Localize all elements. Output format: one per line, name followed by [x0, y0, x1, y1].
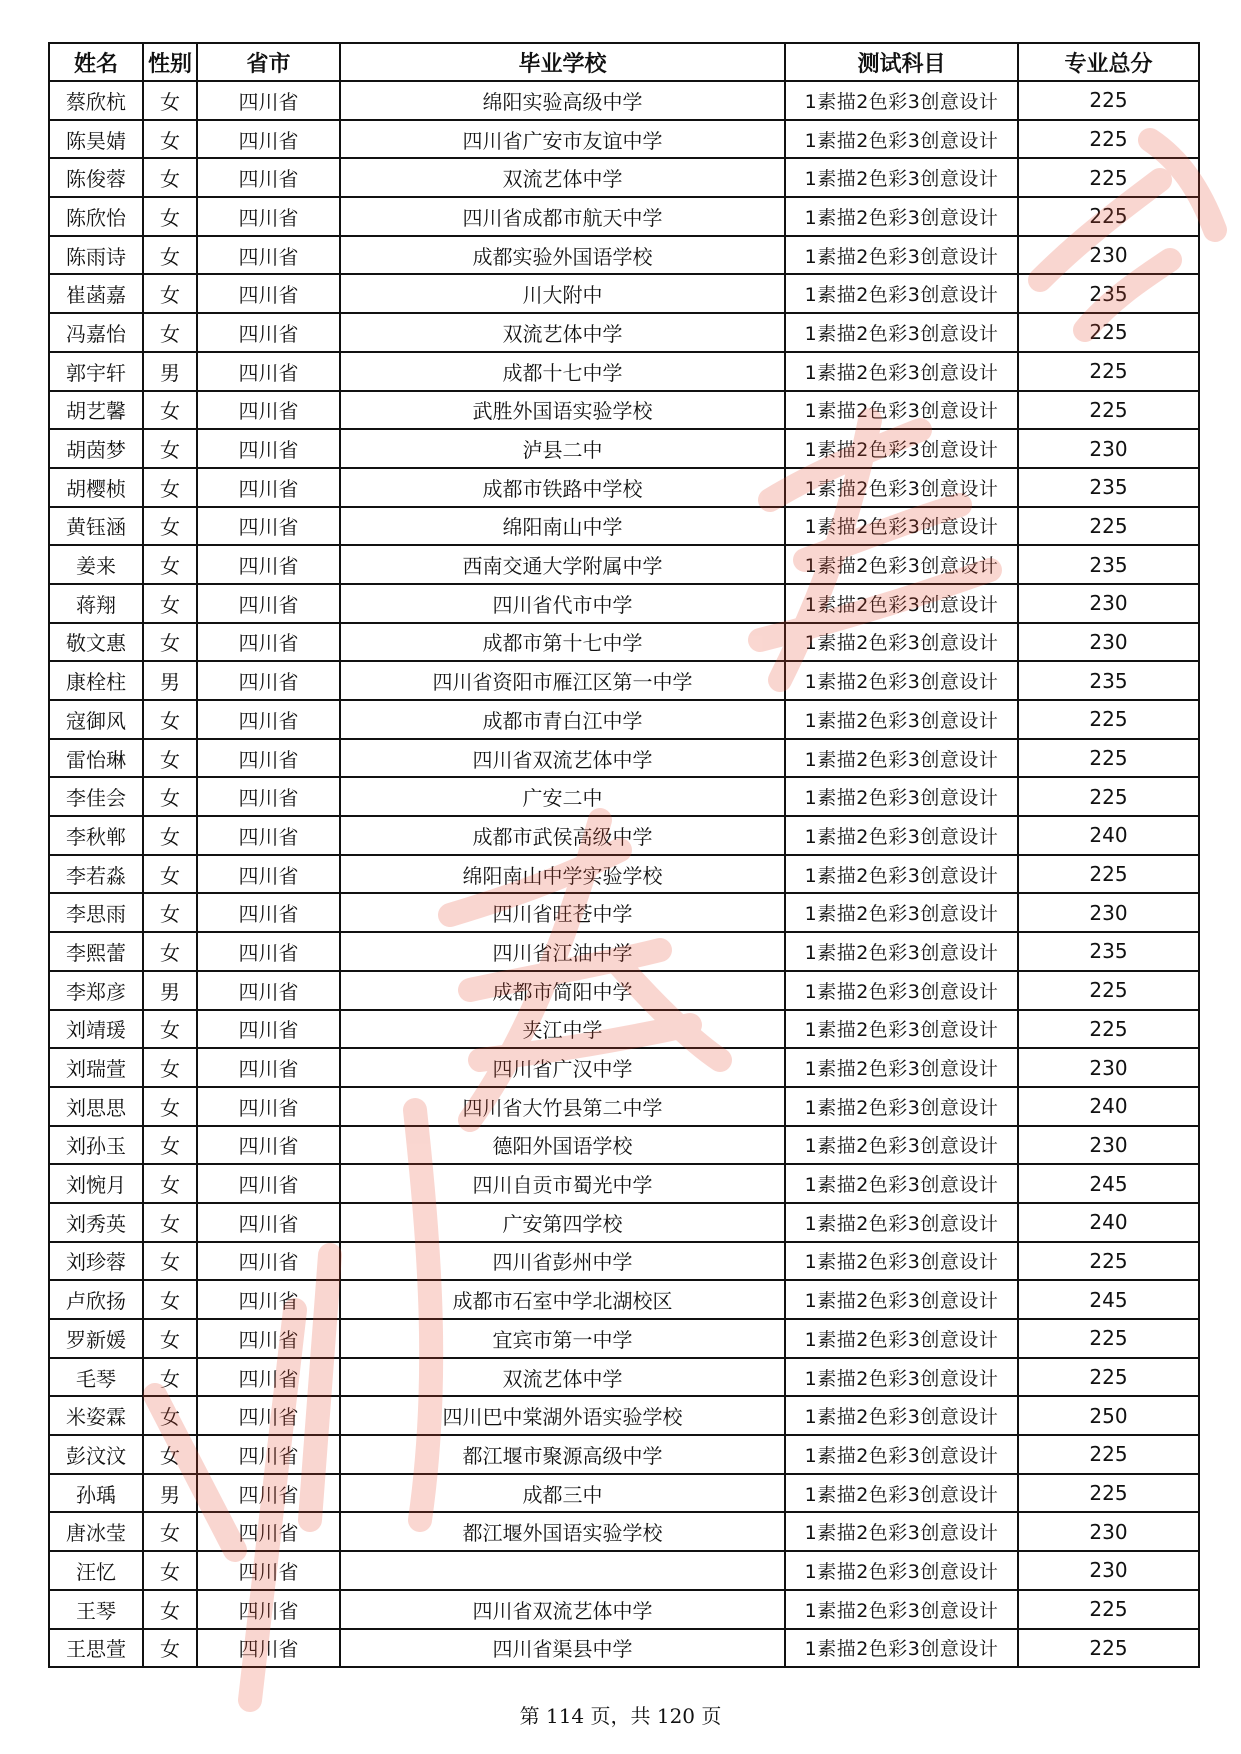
gender-cell: 女 [143, 429, 197, 468]
gender-cell: 女 [143, 1551, 197, 1590]
header-province: 省市 [197, 43, 340, 81]
name-cell: 陈昊婧 [49, 120, 143, 159]
gender-cell: 男 [143, 661, 197, 700]
gender-cell: 女 [143, 623, 197, 662]
table-row [49, 1551, 1199, 1590]
school-cell: 双流艺体中学 [340, 313, 785, 352]
table-row [49, 1087, 1199, 1126]
score-cell: 250 [1018, 1396, 1199, 1435]
gender-cell: 女 [143, 584, 197, 623]
admission-table [48, 42, 1200, 1668]
school-cell: 四川省成都市航天中学 [340, 197, 785, 236]
school-cell: 四川省双流艺体中学 [340, 739, 785, 778]
name-cell: 陈雨诗 [49, 236, 143, 275]
gender-cell: 女 [143, 1590, 197, 1629]
table-row [49, 1280, 1199, 1319]
gender-cell: 女 [143, 313, 197, 352]
subjects-cell: 1素描2色彩3创意设计 [785, 816, 1018, 855]
school-cell [340, 1551, 785, 1590]
score-cell: 225 [1018, 739, 1199, 778]
table-row [49, 893, 1199, 932]
subjects-cell: 1素描2色彩3创意设计 [785, 1126, 1018, 1165]
name-cell: 姜来 [49, 545, 143, 584]
name-cell: 汪忆 [49, 1551, 143, 1590]
province-cell: 四川省 [197, 1435, 340, 1474]
name-cell: 王琴 [49, 1590, 143, 1629]
province-cell: 四川省 [197, 623, 340, 662]
name-cell: 刘瑞萱 [49, 1048, 143, 1087]
score-cell: 225 [1018, 313, 1199, 352]
score-cell: 225 [1018, 352, 1199, 391]
subjects-cell: 1素描2色彩3创意设计 [785, 197, 1018, 236]
school-cell: 成都市第十七中学 [340, 623, 785, 662]
subjects-cell: 1素描2色彩3创意设计 [785, 739, 1018, 778]
gender-cell: 女 [143, 545, 197, 584]
subjects-cell: 1素描2色彩3创意设计 [785, 391, 1018, 430]
school-cell: 四川省大竹县第二中学 [340, 1087, 785, 1126]
score-cell: 240 [1018, 1203, 1199, 1242]
subjects-cell: 1素描2色彩3创意设计 [785, 274, 1018, 313]
gender-cell: 女 [143, 1358, 197, 1397]
school-cell: 绵阳实验高级中学 [340, 81, 785, 120]
gender-cell: 女 [143, 777, 197, 816]
gender-cell: 男 [143, 352, 197, 391]
subjects-cell: 1素描2色彩3创意设计 [785, 1048, 1018, 1087]
table-row [49, 197, 1199, 236]
gender-cell: 女 [143, 700, 197, 739]
table-row [49, 1126, 1199, 1165]
score-cell: 235 [1018, 468, 1199, 507]
province-cell: 四川省 [197, 468, 340, 507]
school-cell: 宜宾市第一中学 [340, 1319, 785, 1358]
subjects-cell: 1素描2色彩3创意设计 [785, 700, 1018, 739]
school-cell: 四川省旺苍中学 [340, 893, 785, 932]
table-row [49, 1010, 1199, 1049]
name-cell: 李熙蕾 [49, 932, 143, 971]
province-cell: 四川省 [197, 1551, 340, 1590]
gender-cell: 女 [143, 1512, 197, 1551]
gender-cell: 女 [143, 1203, 197, 1242]
name-cell: 康栓柱 [49, 661, 143, 700]
name-cell: 敬文惠 [49, 623, 143, 662]
gender-cell: 女 [143, 81, 197, 120]
score-cell: 230 [1018, 236, 1199, 275]
school-cell: 绵阳南山中学实验学校 [340, 855, 785, 894]
table-row [49, 816, 1199, 855]
province-cell: 四川省 [197, 545, 340, 584]
school-cell: 广安二中 [340, 777, 785, 816]
score-cell: 230 [1018, 584, 1199, 623]
table-row [49, 584, 1199, 623]
gender-cell: 女 [143, 158, 197, 197]
province-cell: 四川省 [197, 1048, 340, 1087]
province-cell: 四川省 [197, 855, 340, 894]
name-cell: 刘珍蓉 [49, 1242, 143, 1281]
table-row [49, 545, 1199, 584]
province-cell: 四川省 [197, 1629, 340, 1668]
province-cell: 四川省 [197, 1319, 340, 1358]
name-cell: 冯嘉怡 [49, 313, 143, 352]
subjects-cell: 1素描2色彩3创意设计 [785, 932, 1018, 971]
province-cell: 四川省 [197, 81, 340, 120]
score-cell: 225 [1018, 700, 1199, 739]
gender-cell: 女 [143, 1435, 197, 1474]
name-cell: 黄钰涵 [49, 507, 143, 546]
province-cell: 四川省 [197, 1358, 340, 1397]
score-cell: 235 [1018, 661, 1199, 700]
subjects-cell: 1素描2色彩3创意设计 [785, 1551, 1018, 1590]
name-cell: 米姿霖 [49, 1396, 143, 1435]
school-cell: 广安第四学校 [340, 1203, 785, 1242]
gender-cell: 女 [143, 1010, 197, 1049]
gender-cell: 女 [143, 507, 197, 546]
subjects-cell: 1素描2色彩3创意设计 [785, 507, 1018, 546]
province-cell: 四川省 [197, 274, 340, 313]
subjects-cell: 1素描2色彩3创意设计 [785, 971, 1018, 1010]
province-cell: 四川省 [197, 1203, 340, 1242]
province-cell: 四川省 [197, 1126, 340, 1165]
name-cell: 罗新媛 [49, 1319, 143, 1358]
score-cell: 230 [1018, 1512, 1199, 1551]
table-body [49, 81, 1199, 1667]
school-cell: 双流艺体中学 [340, 158, 785, 197]
table-row [49, 623, 1199, 662]
header-name: 姓名 [49, 43, 143, 81]
subjects-cell: 1素描2色彩3创意设计 [785, 81, 1018, 120]
subjects-cell: 1素描2色彩3创意设计 [785, 352, 1018, 391]
table-header [49, 43, 1199, 81]
name-cell: 彭汶汶 [49, 1435, 143, 1474]
name-cell: 胡樱桢 [49, 468, 143, 507]
subjects-cell: 1素描2色彩3创意设计 [785, 1280, 1018, 1319]
table-row [49, 1629, 1199, 1668]
province-cell: 四川省 [197, 1280, 340, 1319]
score-cell: 230 [1018, 429, 1199, 468]
name-cell: 李秋郸 [49, 816, 143, 855]
subjects-cell: 1素描2色彩3创意设计 [785, 236, 1018, 275]
table-row [49, 971, 1199, 1010]
name-cell: 陈俊蓉 [49, 158, 143, 197]
table-row [49, 313, 1199, 352]
table-row [49, 1319, 1199, 1358]
gender-cell: 女 [143, 120, 197, 159]
score-cell: 230 [1018, 623, 1199, 662]
subjects-cell: 1素描2色彩3创意设计 [785, 1474, 1018, 1513]
province-cell: 四川省 [197, 777, 340, 816]
name-cell: 蒋翔 [49, 584, 143, 623]
school-cell: 四川省江油中学 [340, 932, 785, 971]
gender-cell: 女 [143, 274, 197, 313]
gender-cell: 女 [143, 1280, 197, 1319]
table-row [49, 507, 1199, 546]
score-cell: 225 [1018, 391, 1199, 430]
gender-cell: 女 [143, 855, 197, 894]
score-cell: 230 [1018, 1126, 1199, 1165]
school-cell: 泸县二中 [340, 429, 785, 468]
table-row [49, 81, 1199, 120]
gender-cell: 女 [143, 391, 197, 430]
school-cell: 四川省广汉中学 [340, 1048, 785, 1087]
table-row [49, 777, 1199, 816]
score-cell: 225 [1018, 1590, 1199, 1629]
subjects-cell: 1素描2色彩3创意设计 [785, 1396, 1018, 1435]
gender-cell: 男 [143, 971, 197, 1010]
gender-cell: 女 [143, 1087, 197, 1126]
province-cell: 四川省 [197, 1474, 340, 1513]
province-cell: 四川省 [197, 507, 340, 546]
province-cell: 四川省 [197, 893, 340, 932]
province-cell: 四川省 [197, 584, 340, 623]
school-cell: 四川省资阳市雁江区第一中学 [340, 661, 785, 700]
gender-cell: 女 [143, 1319, 197, 1358]
table-row [49, 158, 1199, 197]
subjects-cell: 1素描2色彩3创意设计 [785, 1319, 1018, 1358]
name-cell: 胡艺馨 [49, 391, 143, 430]
gender-cell: 女 [143, 1164, 197, 1203]
gender-cell: 女 [143, 236, 197, 275]
score-cell: 225 [1018, 1319, 1199, 1358]
name-cell: 李郑彦 [49, 971, 143, 1010]
score-cell: 225 [1018, 1242, 1199, 1281]
school-cell: 西南交通大学附属中学 [340, 545, 785, 584]
name-cell: 刘惋月 [49, 1164, 143, 1203]
school-cell: 德阳外国语学校 [340, 1126, 785, 1165]
score-cell: 225 [1018, 855, 1199, 894]
school-cell: 夹江中学 [340, 1010, 785, 1049]
province-cell: 四川省 [197, 352, 340, 391]
table-row [49, 1590, 1199, 1629]
table-row [49, 855, 1199, 894]
province-cell: 四川省 [197, 816, 340, 855]
score-cell: 225 [1018, 1010, 1199, 1049]
table-row [49, 1242, 1199, 1281]
school-cell: 四川省广安市友谊中学 [340, 120, 785, 159]
province-cell: 四川省 [197, 700, 340, 739]
name-cell: 刘靖瑗 [49, 1010, 143, 1049]
score-cell: 225 [1018, 81, 1199, 120]
subjects-cell: 1素描2色彩3创意设计 [785, 1164, 1018, 1203]
school-cell: 川大附中 [340, 274, 785, 313]
name-cell: 刘思思 [49, 1087, 143, 1126]
school-cell: 都江堰外国语实验学校 [340, 1512, 785, 1551]
table-row [49, 468, 1199, 507]
subjects-cell: 1素描2色彩3创意设计 [785, 313, 1018, 352]
name-cell: 陈欣怡 [49, 197, 143, 236]
school-cell: 四川省渠县中学 [340, 1629, 785, 1668]
table-row [49, 1164, 1199, 1203]
score-cell: 235 [1018, 545, 1199, 584]
school-cell: 双流艺体中学 [340, 1358, 785, 1397]
school-cell: 都江堰市聚源高级中学 [340, 1435, 785, 1474]
table-row [49, 236, 1199, 275]
province-cell: 四川省 [197, 661, 340, 700]
subjects-cell: 1素描2色彩3创意设计 [785, 1435, 1018, 1474]
score-cell: 230 [1018, 893, 1199, 932]
gender-cell: 女 [143, 197, 197, 236]
school-cell: 成都三中 [340, 1474, 785, 1513]
province-cell: 四川省 [197, 971, 340, 1010]
score-cell: 225 [1018, 507, 1199, 546]
subjects-cell: 1素描2色彩3创意设计 [785, 1629, 1018, 1668]
province-cell: 四川省 [197, 120, 340, 159]
name-cell: 王思萱 [49, 1629, 143, 1668]
province-cell: 四川省 [197, 1242, 340, 1281]
province-cell: 四川省 [197, 932, 340, 971]
school-cell: 四川巴中棠湖外语实验学校 [340, 1396, 785, 1435]
school-cell: 四川自贡市蜀光中学 [340, 1164, 785, 1203]
score-cell: 245 [1018, 1164, 1199, 1203]
gender-cell: 女 [143, 1629, 197, 1668]
province-cell: 四川省 [197, 1512, 340, 1551]
school-cell: 成都市武侯高级中学 [340, 816, 785, 855]
subjects-cell: 1素描2色彩3创意设计 [785, 1087, 1018, 1126]
score-cell: 225 [1018, 1474, 1199, 1513]
school-cell: 成都市简阳中学 [340, 971, 785, 1010]
subjects-cell: 1素描2色彩3创意设计 [785, 661, 1018, 700]
subjects-cell: 1素描2色彩3创意设计 [785, 1358, 1018, 1397]
table-row [49, 429, 1199, 468]
subjects-cell: 1素描2色彩3创意设计 [785, 545, 1018, 584]
province-cell: 四川省 [197, 739, 340, 778]
province-cell: 四川省 [197, 1164, 340, 1203]
name-cell: 崔菡嘉 [49, 274, 143, 313]
name-cell: 唐冰莹 [49, 1512, 143, 1551]
subjects-cell: 1素描2色彩3创意设计 [785, 584, 1018, 623]
subjects-cell: 1素描2色彩3创意设计 [785, 1590, 1018, 1629]
table-row [49, 700, 1199, 739]
subjects-cell: 1素描2色彩3创意设计 [785, 855, 1018, 894]
school-cell: 成都市铁路中学校 [340, 468, 785, 507]
header-subjects: 测试科目 [785, 43, 1018, 81]
table-row [49, 1358, 1199, 1397]
province-cell: 四川省 [197, 1087, 340, 1126]
school-cell: 绵阳南山中学 [340, 507, 785, 546]
subjects-cell: 1素描2色彩3创意设计 [785, 468, 1018, 507]
score-cell: 240 [1018, 1087, 1199, 1126]
name-cell: 李若淼 [49, 855, 143, 894]
score-cell: 235 [1018, 274, 1199, 313]
subjects-cell: 1素描2色彩3创意设计 [785, 623, 1018, 662]
table-row [49, 661, 1199, 700]
score-cell: 225 [1018, 197, 1199, 236]
gender-cell: 女 [143, 816, 197, 855]
table-row [49, 391, 1199, 430]
score-cell: 225 [1018, 1435, 1199, 1474]
name-cell: 郭宇轩 [49, 352, 143, 391]
score-cell: 225 [1018, 1629, 1199, 1668]
gender-cell: 女 [143, 1048, 197, 1087]
score-cell: 230 [1018, 1048, 1199, 1087]
subjects-cell: 1素描2色彩3创意设计 [785, 429, 1018, 468]
subjects-cell: 1素描2色彩3创意设计 [785, 1512, 1018, 1551]
province-cell: 四川省 [197, 313, 340, 352]
province-cell: 四川省 [197, 158, 340, 197]
subjects-cell: 1素描2色彩3创意设计 [785, 777, 1018, 816]
gender-cell: 女 [143, 468, 197, 507]
name-cell: 雷怡琳 [49, 739, 143, 778]
table-row [49, 352, 1199, 391]
school-cell: 武胜外国语实验学校 [340, 391, 785, 430]
name-cell: 寇御风 [49, 700, 143, 739]
province-cell: 四川省 [197, 1590, 340, 1629]
subjects-cell: 1素描2色彩3创意设计 [785, 158, 1018, 197]
province-cell: 四川省 [197, 1396, 340, 1435]
table-row [49, 1512, 1199, 1551]
name-cell: 刘孙玉 [49, 1126, 143, 1165]
header-row [49, 43, 1199, 81]
name-cell: 孙瑀 [49, 1474, 143, 1513]
subjects-cell: 1素描2色彩3创意设计 [785, 1242, 1018, 1281]
school-cell: 成都市石室中学北湖校区 [340, 1280, 785, 1319]
score-cell: 225 [1018, 120, 1199, 159]
table-row [49, 120, 1199, 159]
school-cell: 四川省彭州中学 [340, 1242, 785, 1281]
school-cell: 成都市青白江中学 [340, 700, 785, 739]
score-cell: 225 [1018, 971, 1199, 1010]
table-row [49, 274, 1199, 313]
school-cell: 四川省代市中学 [340, 584, 785, 623]
table-row [49, 739, 1199, 778]
name-cell: 卢欣扬 [49, 1280, 143, 1319]
name-cell: 毛琴 [49, 1358, 143, 1397]
name-cell: 胡茵梦 [49, 429, 143, 468]
name-cell: 李佳会 [49, 777, 143, 816]
province-cell: 四川省 [197, 197, 340, 236]
header-total-score: 专业总分 [1018, 43, 1199, 81]
table-row [49, 1203, 1199, 1242]
province-cell: 四川省 [197, 1010, 340, 1049]
table-row [49, 1396, 1199, 1435]
name-cell: 李思雨 [49, 893, 143, 932]
header-school: 毕业学校 [340, 43, 785, 81]
table-row [49, 1435, 1199, 1474]
header-gender: 性别 [143, 43, 197, 81]
school-cell: 成都十七中学 [340, 352, 785, 391]
score-cell: 225 [1018, 158, 1199, 197]
score-cell: 240 [1018, 816, 1199, 855]
table-row [49, 932, 1199, 971]
subjects-cell: 1素描2色彩3创意设计 [785, 1203, 1018, 1242]
province-cell: 四川省 [197, 429, 340, 468]
score-cell: 230 [1018, 1551, 1199, 1590]
page-footer: 第 114 页，共 120 页 [519, 1704, 722, 1728]
score-cell: 235 [1018, 932, 1199, 971]
province-cell: 四川省 [197, 236, 340, 275]
subjects-cell: 1素描2色彩3创意设计 [785, 120, 1018, 159]
gender-cell: 女 [143, 1396, 197, 1435]
table-row [49, 1048, 1199, 1087]
gender-cell: 女 [143, 1242, 197, 1281]
gender-cell: 女 [143, 739, 197, 778]
gender-cell: 男 [143, 1474, 197, 1513]
name-cell: 蔡欣杭 [49, 81, 143, 120]
gender-cell: 女 [143, 1126, 197, 1165]
subjects-cell: 1素描2色彩3创意设计 [785, 1010, 1018, 1049]
score-cell: 225 [1018, 1358, 1199, 1397]
table-row [49, 1474, 1199, 1513]
gender-cell: 女 [143, 893, 197, 932]
school-cell: 成都实验外国语学校 [340, 236, 785, 275]
subjects-cell: 1素描2色彩3创意设计 [785, 893, 1018, 932]
school-cell: 四川省双流艺体中学 [340, 1590, 785, 1629]
name-cell: 刘秀英 [49, 1203, 143, 1242]
gender-cell: 女 [143, 932, 197, 971]
province-cell: 四川省 [197, 391, 340, 430]
score-cell: 245 [1018, 1280, 1199, 1319]
score-cell: 225 [1018, 777, 1199, 816]
